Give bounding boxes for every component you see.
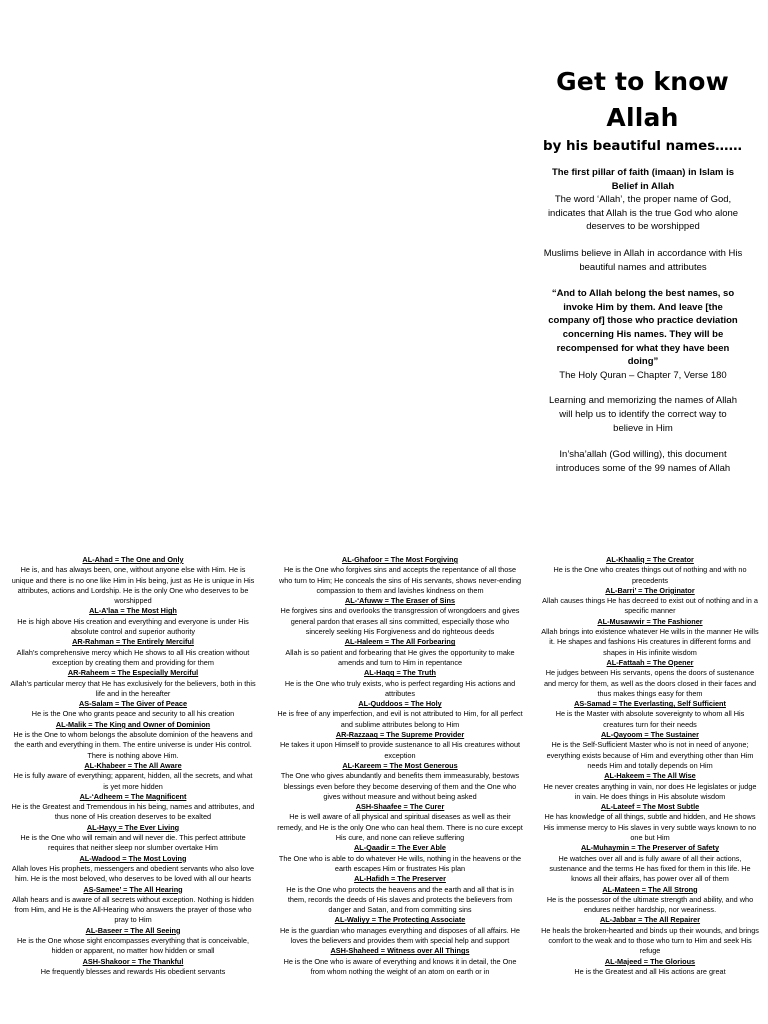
name-entry bbox=[277, 730, 523, 761]
name-description: He is the One who creates things out of nothing and with no precedents bbox=[553, 565, 747, 585]
name-description: Allah’s particular mercy that He has exclusively for the believers, both in this life and in the hereafter bbox=[10, 678, 256, 698]
name-description: He has knowledge of all things, subtle and hidden, and He shows His immense mercy to His slaves in very subtle ways known to no one but Him bbox=[543, 812, 757, 843]
names-column-3 bbox=[540, 555, 760, 1024]
name-heading: AL-Qaadir = The Ever Able bbox=[354, 843, 446, 853]
name-heading: AS-Salam = The Giver of Peace bbox=[78, 699, 188, 709]
name-description: He never creates anything in vain, nor does He legislates or judge in vain. He does things in His absolute wisdom bbox=[543, 781, 757, 801]
name-description: He is the One who is aware of everything and knows it in detail, the One from whom nothing the weight of an atom on earth or in bbox=[283, 956, 517, 976]
name-entry bbox=[540, 957, 760, 978]
name-entry bbox=[540, 658, 760, 699]
name-heading: AL-Haleem = The All Forbearing bbox=[344, 637, 456, 647]
name-heading: AL-Hakeem = The All Wise bbox=[604, 771, 696, 781]
name-description: He is the Self-Sufficient Master who is not in need of anyone; everything exists because of Him and everything other than Him needs Him and totally depends on Him bbox=[546, 740, 754, 770]
name-description: He is well aware of all physical and spiritual diseases as well as their remedy, and He is the only One who can heal them. There is no cure except His cure, and none can relieve suffering bbox=[277, 812, 523, 843]
subtitle: by his beautiful names…… bbox=[543, 139, 742, 154]
name-entry bbox=[10, 699, 256, 720]
name-heading: AL-Waliyy = The Protecting Associate bbox=[334, 915, 466, 925]
name-description: Allah is so patient and forbearing that He gives the opportunity to make amends and turn to Him in repentance bbox=[285, 647, 515, 667]
name-entry bbox=[10, 854, 256, 885]
name-heading: AL-Quddoos = The Holy bbox=[358, 699, 442, 709]
names-column-2 bbox=[277, 555, 523, 1024]
name-description: He judges between His servants, opens the doors of sustenance and mercy for them, as well as the doors closed in their faces and thus makes things easy for them bbox=[543, 668, 757, 698]
name-heading: AL-Muhaymin = The Preserver of Safety bbox=[580, 843, 720, 853]
name-heading: AS-Samee’ = The All Hearing bbox=[83, 884, 183, 894]
name-heading: AL-Ghafoor = The Most Forgiving bbox=[341, 555, 459, 564]
name-description: He watches over all and is fully aware of all their actions, sustenance and the terms He has fixed for them in this life. He knows all their affairs, has power over all of them bbox=[549, 853, 751, 884]
title-line-2: Allah bbox=[606, 103, 679, 132]
name-description: He frequently blesses and rewards His obedient servants bbox=[40, 966, 226, 976]
name-entry bbox=[10, 637, 256, 668]
name-entry bbox=[540, 843, 760, 884]
name-description: He heals the broken-hearted and binds up their wounds, and brings comfort to the weak and to those who turn to Him and seek His refuge bbox=[541, 925, 759, 956]
name-heading: AR-Raheem = The Especially Merciful bbox=[67, 668, 199, 678]
intro-paragraph-1 bbox=[543, 166, 743, 234]
name-entry bbox=[277, 946, 523, 977]
name-description: Allah loves His prophets, messengers and obedient servants who also love him. He is the most beloved, who deserves to be loved with all our hearts bbox=[11, 863, 255, 884]
name-heading: AS-Samad = The Everlasting, Self Sufficient bbox=[574, 699, 726, 709]
quran-quote: “And to Allah belong the best names, so invoke Him by them. And leave [the company of] those who practice deviation concerning His names. They will be recompensed for what they have been doing” bbox=[548, 288, 738, 368]
name-heading: AL-Fattaah = The Opener bbox=[606, 657, 694, 667]
name-description: He is the guardian who manages everything and disposes of all affairs. He loves the believers and provides them with special help and support bbox=[280, 925, 520, 945]
name-entry bbox=[540, 771, 760, 802]
name-heading: AL-Kareem = The Most Generous bbox=[342, 760, 458, 770]
name-description: He is the One who truly exists, who is perfect regarding His actions and attributes bbox=[284, 678, 516, 698]
name-entry bbox=[277, 761, 523, 802]
name-description: He is the Greatest and Tremendous in his being, names and attributes, and thus none of His creation deserves to be exalted bbox=[11, 802, 255, 822]
pillar-statement: The first pillar of faith (imaan) in Islam is Belief in Allah bbox=[551, 167, 735, 192]
name-entry bbox=[10, 926, 256, 957]
name-entry bbox=[10, 823, 256, 854]
name-heading: AL-Baseer = The All Seeing bbox=[85, 925, 181, 935]
name-description: He takes it upon Himself to provide sustenance to all His creatures without exception bbox=[279, 740, 521, 760]
name-description: He is the One who grants peace and security to all his creation bbox=[31, 709, 235, 719]
name-entry bbox=[277, 637, 523, 668]
intro-paragraph-2: Muslims believe in Allah in accordance with His beautiful names and attributes bbox=[543, 247, 743, 273]
name-description: He is the One who will remain and will never die. This perfect attribute requires that neither sleep nor slumber overtake Him bbox=[20, 833, 246, 853]
name-heading: AL-‘Afuww = The Eraser of Sins bbox=[344, 596, 456, 606]
intro-section bbox=[543, 166, 743, 488]
quran-quote-block bbox=[543, 287, 743, 382]
name-description: He is the Master with absolute sovereignty to whom all His creatures turn for their needs bbox=[555, 709, 745, 729]
name-heading: AL-Qayoom = The Sustainer bbox=[601, 730, 699, 740]
name-heading: AL-Mateen = The All Strong bbox=[602, 884, 698, 894]
title-line-1: Get to know bbox=[556, 67, 729, 96]
name-heading: AL-Barri’ = The Originator bbox=[605, 585, 695, 595]
name-entry bbox=[540, 730, 760, 771]
title-block bbox=[540, 64, 745, 158]
name-heading: AL-A’laa = The Most High bbox=[89, 606, 177, 616]
name-heading: ASH-Shakoor = The Thankful bbox=[82, 956, 184, 966]
name-entry bbox=[540, 555, 760, 586]
name-entry bbox=[10, 792, 256, 823]
quran-reference: The Holy Quran – Chapter 7, Verse 180 bbox=[559, 369, 727, 381]
name-heading: AL-Majeed = The Glorious bbox=[604, 956, 696, 966]
name-entry bbox=[277, 555, 523, 596]
name-entry bbox=[277, 699, 523, 730]
names-column-1 bbox=[10, 555, 256, 1024]
name-description: He is, and has always been, one, without anyone else with Him. He is unique and there is no one like Him in His being, just as He is unique in His attributes, actions and Lordship. He is the only One who deserves to be worshipped bbox=[11, 565, 255, 606]
name-description: He is the One who protects the heavens and the earth and all that is in them, records the deeds of His slaves and protects the believers from danger and Satan, and from committing sins bbox=[286, 884, 514, 915]
name-entry bbox=[277, 668, 523, 699]
name-heading: ASH-Shaheed = Witness over All Things bbox=[330, 946, 470, 956]
name-description: Allah causes things He has decreed to exist out of nothing and in a specific manner bbox=[542, 596, 758, 616]
name-description: He is high above His creation and everything and everyone is under His absolute control and superior authority bbox=[17, 616, 249, 637]
name-entry bbox=[10, 761, 256, 792]
name-entry bbox=[540, 885, 760, 916]
name-entry bbox=[277, 596, 523, 637]
name-entry bbox=[10, 957, 256, 978]
name-heading: AL-Hafidh = The Preserver bbox=[354, 874, 446, 884]
name-heading: AL-Khaaliq = The Creator bbox=[606, 555, 694, 564]
name-heading: AR-Rahman = The Entirely Merciful bbox=[72, 637, 194, 647]
name-entry bbox=[10, 720, 256, 761]
name-heading: AR-Razzaaq = The Supreme Provider bbox=[335, 730, 465, 740]
name-entry bbox=[10, 668, 256, 699]
name-entry bbox=[540, 586, 760, 617]
name-entry bbox=[277, 802, 523, 843]
name-description: The One who gives abundantly and benefits them immeasurably, bestows blessings even before they become deserving of them and the One who gives without measure and without being asked bbox=[280, 771, 520, 801]
name-description: He is the One whose sight encompasses everything that is conceivable, hidden or apparent, no matter how hidden or small bbox=[16, 935, 249, 956]
name-heading: ASH-Shaafee = The Curer bbox=[355, 802, 445, 812]
name-heading: AL-Ahad = The One and Only bbox=[82, 555, 184, 564]
name-heading: AL-Khabeer = The All Aware bbox=[84, 760, 182, 770]
allah-name-explanation: The word ‘Allah’, the proper name of God, indicates that Allah is the true God who alone deserves to be worshipped bbox=[547, 194, 739, 233]
name-description: Allah brings into existence whatever He wills in the manner He wills it. He shapes and fashions His creatures in different forms and shapes in His infinite wisdom bbox=[541, 627, 759, 657]
name-entry bbox=[10, 606, 256, 637]
name-entry bbox=[10, 885, 256, 926]
name-heading: AL-Malik = The King and Owner of Dominion bbox=[55, 719, 211, 729]
intro-paragraph-4: Learning and memorizing the names of Allah will help us to identify the correct way to believe in Him bbox=[548, 395, 737, 434]
name-description: Allah’s comprehensive mercy which He shows to all His creation without exception by creating them and providing for them bbox=[16, 647, 250, 667]
name-entry bbox=[540, 802, 760, 843]
name-description: He is free of any imperfection, and evil is not attributed to Him, for all perfect and sublime attributes belong to Him bbox=[277, 709, 523, 729]
name-entry bbox=[277, 874, 523, 915]
name-description: He is the One who forgives sins and accepts the repentance of all those who turn to Him; He conceals the sins of His servants, shows never-ending compassion to them and lavishes kindness on them bbox=[278, 565, 522, 595]
name-heading: AL-Wadood = The Most Loving bbox=[79, 853, 187, 863]
name-description: The One who is able to do whatever He wills, nothing in the heavens or the earth escapes Him or frustrates His plan bbox=[278, 853, 522, 873]
name-heading: AL-Lateef = The Most Subtle bbox=[600, 802, 700, 812]
name-entry bbox=[10, 555, 256, 606]
name-entry bbox=[277, 915, 523, 946]
name-description: He is the possessor of the ultimate strength and ability, and who endures neither hardship, nor weariness. bbox=[546, 894, 754, 915]
name-heading: AL-Jabbar = The All Repairer bbox=[599, 915, 701, 925]
name-description: He forgives sins and overlooks the transgression of wrongdoers and gives general pardon that erases all sins committed, especially those who sincerely seeking His Forgiveness and do righteous deeds bbox=[280, 606, 520, 637]
name-heading: AL-Hayy = The Ever Living bbox=[86, 822, 180, 832]
name-heading: AL-Musawwir = The Fashioner bbox=[597, 616, 703, 626]
name-entry bbox=[540, 699, 760, 730]
name-entry bbox=[540, 617, 760, 658]
name-description: He is the Greatest and all His actions are great bbox=[574, 966, 726, 976]
intro-paragraph-5: In’sha’allah (God willing), this document introduces some of the 99 names of Allah bbox=[555, 449, 731, 474]
name-heading: AL-Haqq = The Truth bbox=[364, 668, 436, 678]
name-description: He is fully aware of everything; apparent, hidden, all the secrets, and what is yet more hidden bbox=[13, 771, 253, 791]
name-heading: AL-‘Adheem = The Magnificent bbox=[79, 791, 187, 801]
name-description: He is the One to whom belongs the absolute dominion of the heavens and the earth and everything in them. The entire universe is under His control. There is nothing above Him. bbox=[13, 730, 253, 760]
name-entry bbox=[277, 843, 523, 874]
name-entry bbox=[540, 915, 760, 956]
name-description: Allah hears and is aware of all secrets without exception. Nothing is hidden from Him, and He is the All-Hearing who answers the prayer of those who pray to Him bbox=[12, 894, 254, 925]
